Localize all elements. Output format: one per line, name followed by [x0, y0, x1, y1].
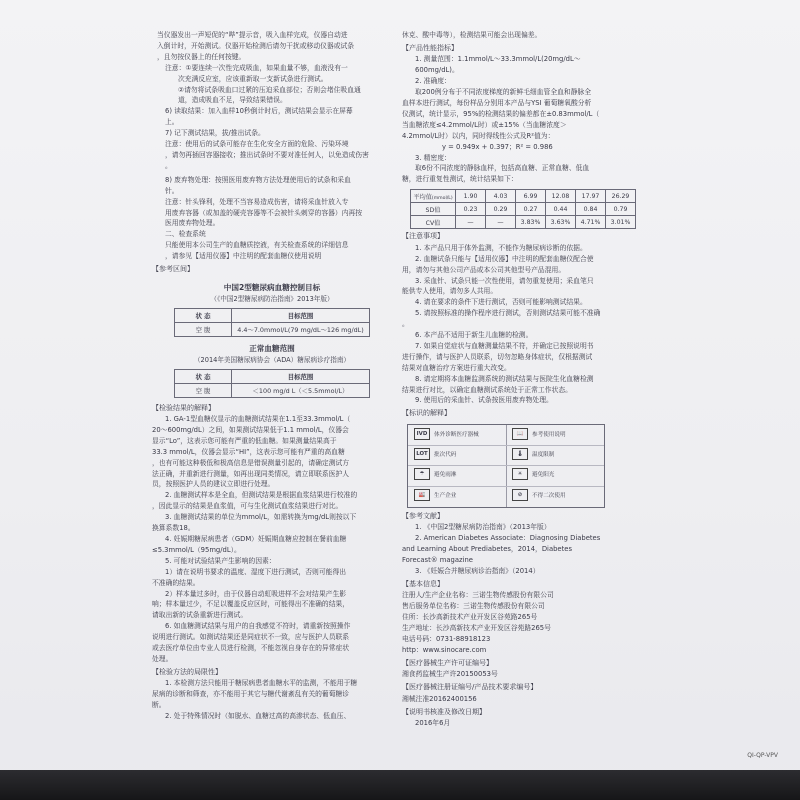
cv-cell: —	[486, 216, 516, 229]
notice-line: 7. 如果自觉症状与血糖测量结果不符，并确定已按照说明书	[415, 341, 594, 350]
ref1-range-value: 4.4～7.0mmol/L(79 mg/dL～126 mg/dL)	[232, 322, 370, 336]
interp-line: 换算系数18。	[152, 524, 195, 533]
continued-line: 休克、酸中毒等），检测结果可能会出现偏差。	[402, 31, 542, 39]
symbol-entry	[414, 488, 456, 504]
regression-formula: y = 0.949x + 0.397；R² = 0.986	[442, 142, 553, 151]
intro-block	[152, 30, 392, 63]
step-line: 注意：针头锋利，处理不当容易造成伤害，请将采血针放入专	[165, 197, 349, 206]
symbol-label: 生产企业	[434, 492, 457, 499]
sd-cell: 0.27	[516, 203, 546, 216]
symbol-entry	[414, 467, 456, 483]
notice-line: 4. 请在要求的条件下进行测试，否则可能影响测试结果。	[415, 298, 587, 307]
basic-info	[402, 590, 652, 655]
step-line: 上。	[165, 118, 179, 127]
interp-line: 员，按照医护人员的建议立即进行处理。	[152, 480, 275, 489]
perf-line: 血样本进行测试，每份样品分别用本产品与YSI 葡萄糖氧酸分析	[402, 99, 592, 108]
ref2-col-range: 目标范围	[232, 369, 370, 383]
ref1-title: 中国2型糖尿病血糖控制目标	[223, 282, 321, 292]
interp-line: 请取出新的试条重新进行测试。	[152, 611, 248, 620]
reference-line: 1. 《中国2型糖尿病防治指南》（2013年版）	[415, 523, 551, 532]
cv-cell: —	[456, 216, 486, 229]
mean-cell: 17.97	[576, 190, 606, 203]
interp-line: 4. 妊娠期糖尿病患者（GDM）妊娠期血糖应控制在餐前血糖	[165, 535, 347, 543]
notice-line: 9. 使用后的采血针、试条按医用废弃物处理。	[415, 396, 553, 405]
mean-unit-text: (mmol/L)	[431, 195, 453, 201]
notes-line: 注意：①要连续一次性完成吸血，如果血量不够，血液没有一	[165, 63, 348, 72]
limit-line: 2. 处于特殊情况时（如脱水、血糖过高的高渗状态、低血压、	[165, 712, 351, 721]
reference-line: Forecast® magazine	[402, 556, 473, 565]
step-line: 8) 废弃物处理：按照医用废弃物方法处理使用后的试条和采血	[165, 175, 351, 184]
symbol-label: 温度限制	[532, 451, 555, 458]
symbols-row-rule	[408, 465, 604, 466]
symbol-label: 批次代码	[434, 451, 457, 458]
perf-line: 3. 精密度：	[415, 153, 451, 162]
precautions-header: 【注意事项】	[402, 232, 444, 241]
symbol-label: 避免雨淋	[434, 471, 457, 478]
limit-line: 1. 本检测方法只能用于糖尿病患者血糖水平的监测，不能用于糖	[165, 679, 358, 688]
ref2-title: 正常血糖范围	[249, 343, 295, 353]
notice-line: 2. 血糖试条只能与【适用仪器】中注明的配套血糖仪配合使	[415, 254, 594, 263]
interp-line: ，也有可能这种极低和极高信息是错误测量引起的，请确定测试方	[152, 458, 350, 467]
table-row	[175, 369, 370, 383]
basic-info-line: 电话号码：0731-88918123	[402, 635, 491, 644]
mean-cell: 12.08	[546, 190, 576, 203]
interp-line: 或去医疗单位由专业人员进行检测，不能忽视自身存在的异常症状	[152, 644, 350, 653]
ref1-col-state: 状 态	[175, 308, 232, 322]
registration-number: 湘械注准20162400156	[402, 694, 477, 703]
perf-line: 糖，进行重复性测试，统计结果如下：	[402, 175, 518, 184]
left-column	[152, 30, 392, 722]
reference-line: 2. American Diabetes Associate：Diagnosing Diabetes	[415, 534, 601, 543]
precision-mean-label	[411, 190, 456, 203]
symbol-entry	[414, 427, 479, 443]
cv-cell: 4.71%	[576, 216, 606, 229]
method-limitations-header: 【检验方法的局限性】	[152, 667, 222, 676]
right-column	[402, 30, 652, 729]
step-line: 用废弃容器（或加盖的硬壳容器等不会被针头刺穿的容器）内再按	[165, 208, 363, 217]
ref1-state-value: 空 腹	[175, 322, 232, 336]
ref1-table	[174, 308, 370, 337]
symbols-header: 【标识的解释】	[402, 409, 451, 418]
notice-line: 能供专人使用，请勿多人共用。	[402, 287, 498, 296]
limit-line: 尿病的诊断和筛查，亦不能用于其它与糖代谢紊乱有关的葡萄糖诊	[152, 690, 350, 699]
notice-line: 用，请勿与其他公司产品或本公司其他型号产品混用。	[402, 265, 566, 274]
mean-cell: 26.29	[606, 190, 636, 203]
notice-line: 进行操作，请与医护人员联系，切勿忽略身体症状，仅根据测试	[402, 352, 593, 361]
notice-line: 。	[402, 320, 409, 329]
ref2-state-value: 空 腹	[175, 383, 232, 397]
perf-line: 取6份不同浓度的静脉血样，包括高血糖、正常血糖、低血	[415, 164, 590, 173]
cv-cell: 3.01%	[606, 216, 636, 229]
basic-info-line: 生产地址：长沙高新技术产业开发区谷苑路265号	[402, 624, 551, 633]
instructions-icon: 📖	[512, 428, 528, 440]
reference-line: 3. 《妊娠合并糖尿病诊治指南》（2014）	[415, 567, 540, 575]
sd-cell: 0.84	[576, 203, 606, 216]
performance-header: 【产品性能指标】	[402, 43, 458, 52]
manufacturer-icon: 🏭	[414, 489, 430, 501]
cv-cell: 3.83%	[516, 216, 546, 229]
intro-line: 当仪器发出一声短促的“哔”提示音，吸入血样完成，仪器自动进	[157, 31, 348, 39]
interp-line: 处理。	[152, 654, 173, 663]
interp-line: 2. 血糖测试样本是全血，但测试结果是根据血浆结果进行校准的	[165, 491, 358, 500]
notice-line: 5. 请按照标准的操作程序进行测试，否则测试结果可能不准确	[415, 309, 601, 318]
precision-cv-label: CV值	[411, 216, 456, 229]
interp-line: 33.3 mmol/L，仪器会显示“HI”，这表示您可能有严重的高血糖	[152, 447, 345, 456]
keep-dry-icon: ☂	[414, 468, 430, 480]
interp-line: 法正确，并重新进行测量，如再出现同类情况，请立即联系医护人	[152, 469, 350, 478]
symbol-label: 不得二次使用	[532, 492, 566, 499]
symbol-entry	[512, 488, 566, 504]
perf-line: 1. 测量范围：1.1mmol/L～33.3mmol/L(20mg/dL～	[415, 55, 581, 64]
symbols-row	[408, 488, 604, 504]
mean-cell: 6.99	[516, 190, 546, 203]
notice-line: 1. 本产品只用于体外监测，不能作为糖尿病诊断的依据。	[415, 243, 587, 252]
table-row	[411, 190, 636, 203]
ref1-col-range: 目标范围	[232, 308, 370, 322]
interp-line: 1）请在说明书要求的温度、湿度下进行测试，否则可能得出	[165, 567, 347, 576]
perf-line: 2. 准确度：	[415, 77, 451, 86]
interp-line: ，因此显示的结果是血浆值，可与生化测试血浆结果进行对比。	[152, 502, 343, 511]
mean-cell: 1.90	[456, 190, 486, 203]
symbol-label: 参考使用说明	[532, 431, 566, 438]
interp-line: 说明进行测试。如测试结果还是同症状不一致，应与医护人员联系	[152, 633, 350, 642]
check-system-line: 只能使用本公司生产的血糖质控液，有关检查系统的详细信息	[165, 241, 349, 250]
basic-info-line: http：www.sinocare.com	[402, 645, 487, 654]
ivd-icon: IVD	[414, 428, 430, 440]
step-line: 7) 记下测试结果，拔/推出试条。	[165, 129, 265, 138]
step-line: 医用废弃物处理。	[165, 219, 220, 228]
performance-specs	[402, 54, 652, 185]
interp-line: 2）样本量过多时，由于仪器自动虹吸进样不会对结果产生影	[165, 589, 347, 598]
reference-range-header: 【参考区间】	[152, 265, 194, 274]
temperature-limit-icon: 🌡	[512, 448, 528, 460]
sd-cell: 0.79	[606, 203, 636, 216]
interp-line: ≤5.3mmol/L（95mg/dL）。	[152, 545, 241, 554]
result-interpretation	[152, 414, 392, 665]
intro-line: 入倒计时，开始测试。仪器开始检测后请勿干扰或移动仪器或试条	[157, 41, 355, 50]
symbol-entry	[512, 427, 566, 443]
symbols-row-rule	[408, 445, 604, 446]
lot-icon: LOT	[414, 448, 430, 460]
basic-info-line: 售后服务单位名称：三诺生物传感股份有限公司	[402, 602, 545, 611]
dark-background-edge	[0, 770, 800, 800]
symbol-label: 避免阳光	[532, 471, 555, 478]
symbols-row	[408, 427, 604, 443]
notes-line: ②请勿将试条吸血口过紧的压迫采血部位；否则会堵住吸血通	[178, 85, 361, 94]
references	[402, 522, 652, 577]
notes-line: 次充满反应室，应该重新取一支新试条进行测试。	[178, 74, 328, 83]
sd-cell: 0.23	[456, 203, 486, 216]
production-license-header: 【医疗器械生产许可证编号】	[402, 658, 493, 667]
table-row	[175, 308, 370, 322]
symbol-entry	[512, 447, 554, 463]
symbol-label: 体外诊断医疗器械	[434, 431, 479, 438]
step-line: ，请勿再插回容器接收；推出试条时不要对准任何人，以免造成伤害	[165, 150, 369, 159]
ref2-subtitle: （2014年美国糖尿病协会（ADA）糖尿病诊疗指南）	[193, 355, 351, 364]
production-license-number: 湘食药监械生产许20150053号	[402, 670, 498, 679]
table-row	[411, 203, 636, 216]
interp-line: 6. 如血糖测试结果与用户的自我感觉不符时，请重新按照操作	[165, 622, 351, 631]
step-line: 。	[165, 161, 172, 170]
approval-date: 2016年6月	[415, 719, 451, 728]
symbol-entry	[414, 447, 456, 463]
step-8	[152, 175, 392, 230]
notes-a	[152, 63, 392, 107]
precision-sd-label: SD值	[411, 203, 456, 216]
check-system-line: ，请参见【适用仪器】中注明的配套血糖仪使用说明	[165, 252, 322, 261]
notes-line: 道，造成吸血不足，导致结果错误。	[178, 96, 287, 105]
notice-line: 6. 本产品不适用于新生儿血糖的检测。	[415, 331, 533, 340]
basic-info-header: 【基本信息】	[402, 579, 444, 588]
step-line: 6) 读取结果：加入血样10秒倒计时后，测试结果会显示在屏幕	[165, 107, 353, 116]
cv-cell: 3.63%	[546, 216, 576, 229]
notice-line: 结果进行对比，以确定血糖测试系统处于正常工作状态。	[402, 385, 572, 394]
interp-line: 1. GA-1型血糖仪显示的血糖测试结果在1.1至33.3mmol/L（	[165, 415, 351, 424]
ref1-subtitle: （《中国2型糖尿病防治指南》2013年版）	[210, 294, 334, 303]
interp-line: 显示“Lo”，这表示您可能有严重的低血糖。如果测量结果高于	[152, 436, 337, 445]
symbols-row-rule	[408, 486, 604, 487]
interp-line: 20～600mg/dL）之间，如果测试结果低于1.1 mmol/L，仪器会	[152, 425, 349, 434]
interp-line: 不准确的结果。	[152, 578, 200, 587]
table-row	[175, 322, 370, 336]
perf-line: 4.2mmol/L时）以内，同时得线性公式及R²值为：	[402, 131, 555, 140]
ref2-col-state: 状 态	[175, 369, 232, 383]
symbol-entry	[512, 467, 554, 483]
perf-line: 当血糖浓度≤4.2mmol/L时）或±15%（当血糖浓度＞	[402, 120, 567, 129]
symbols-row	[408, 447, 604, 463]
document-code: QI-QP-VPV	[747, 752, 778, 759]
step-line: 注意：使用后的试条可能存在生化安全方面的危险、污染环境	[165, 140, 349, 149]
step-line: 针。	[165, 186, 179, 195]
section-check-system-title: 二、检查系统	[165, 230, 206, 239]
keep-from-sunlight-icon: ☀	[512, 468, 528, 480]
intro-line: ，且勿按仪器上的任何按键。	[157, 52, 246, 61]
interp-line: 响；样本量过少，不足以覆盖反应区时，可能得出不准确的结果，	[152, 600, 350, 609]
perf-line: 取200例分布于不同浓度梯度的新鲜毛细血管全血和静脉全	[415, 88, 592, 97]
mean-cell: 4.03	[486, 190, 516, 203]
sd-cell: 0.44	[546, 203, 576, 216]
notice-line: 8. 请定期将本血糖监测系统的测试结果与医院生化血糖检测	[415, 374, 594, 383]
limit-line: 断。	[152, 701, 166, 710]
perf-line: 600mg/dL)。	[415, 66, 459, 75]
result-interpretation-header: 【检验结果的解释】	[152, 403, 215, 412]
method-limitations	[152, 678, 392, 722]
ref2-table	[174, 369, 370, 398]
basic-info-line: 住所：长沙高新技术产业开发区谷苑路265号	[402, 613, 538, 622]
notice-line: 结果对血糖治疗方案进行重大改变。	[402, 363, 511, 372]
registration-header: 【医疗器械注册证编号/产品技术要求编号】	[402, 683, 538, 692]
ref2-range-value: ＜100 mg/d L（＜5.5mmol/L）	[232, 383, 370, 397]
table-row	[411, 216, 636, 229]
sd-cell: 0.29	[486, 203, 516, 216]
steps-6-7	[152, 106, 392, 171]
interp-line: 5. 可能对试验结果产生影响的因素：	[165, 556, 276, 565]
references-header: 【参考文献】	[402, 511, 444, 520]
precision-table	[410, 189, 636, 229]
perf-line: 仪测试，统计显示，95%的检测结果的偏差都在±0.83mmol/L（	[402, 109, 600, 118]
basic-info-line: 注册人/生产企业名称：三诺生物传感股份有限公司	[402, 591, 554, 600]
notice-line: 3. 采血针、试条只能一次性使用，请勿重复使用；采血笔只	[415, 276, 594, 285]
reference-line: and Learning About Prediabetes，2014，Diabetes	[402, 545, 572, 554]
interp-line: 3. 血糖测试结果的单位为mmol/L，如需转换为mg/dL则按以下	[165, 513, 357, 522]
symbols-row	[408, 467, 604, 483]
mean-label-text: 平均值	[413, 193, 432, 201]
table-row	[175, 383, 370, 397]
precautions	[402, 243, 652, 407]
do-not-reuse-icon: ⊘	[512, 489, 528, 501]
symbols-table	[407, 424, 605, 508]
approval-date-header: 【说明书核准及修改日期】	[402, 707, 486, 716]
